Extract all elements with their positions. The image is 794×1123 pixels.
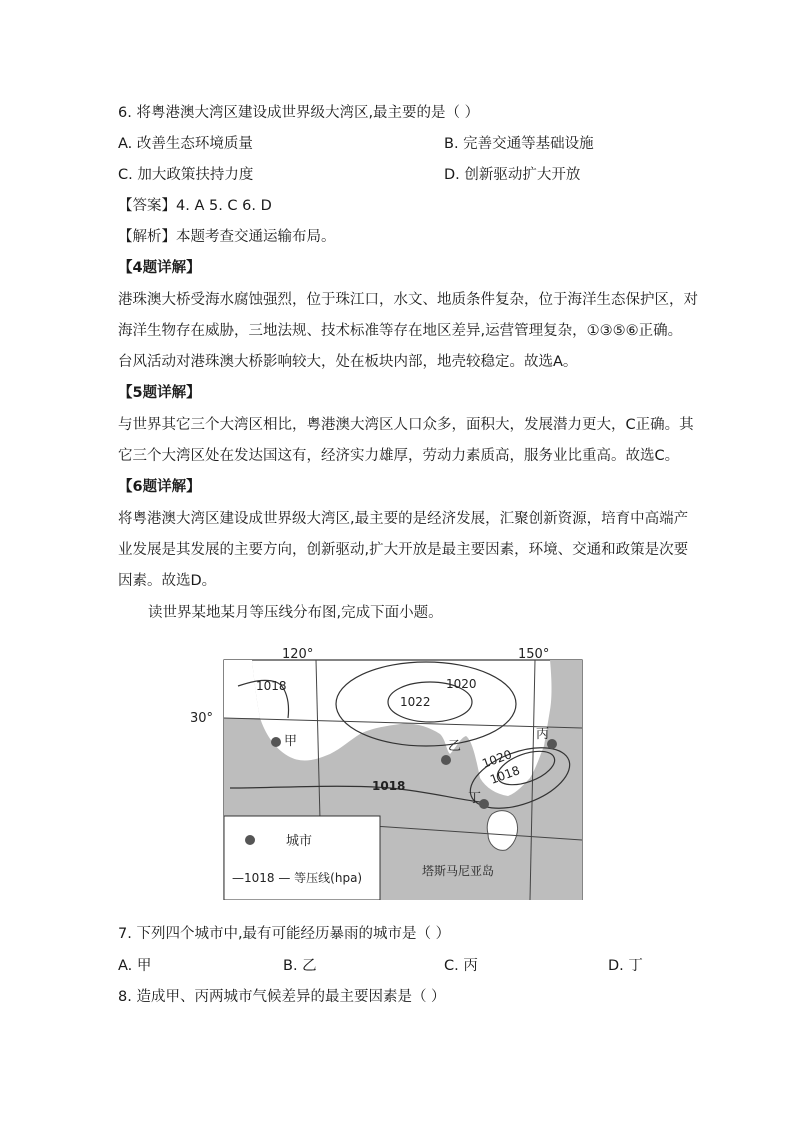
legend-city-dot [245, 835, 255, 845]
label-city-yi: 乙 [448, 739, 462, 754]
q4-detail-line: 台风活动对港珠澳大桥影响较大，处在板块内部，地壳较稳定。故选A。 [118, 354, 578, 370]
label-lat-30: 30° [190, 711, 214, 726]
answer-line: 【答案】4. A 5. C 6. D [118, 198, 272, 214]
analysis-line: 【解析】本题考查交通运输布局。 [118, 229, 336, 245]
q7-option-d: D. 丁 [608, 958, 643, 974]
city-yi-dot [441, 755, 451, 765]
label-isobar-1020: 1020 [446, 677, 477, 691]
q4-detail-line: 海洋生物存在威胁，三地法规、技术标准等存在地区差异,运营管理复杂，①③⑤⑥正确。 [118, 323, 683, 339]
legend-isobar-label: —1018 — 等压线(hpa) [232, 871, 363, 885]
label-region: 塔斯马尼亚岛 [422, 864, 495, 878]
q6-option-d: D. 创新驱动扩大开放 [444, 167, 581, 183]
city-jia-dot [271, 737, 281, 747]
legend-box [224, 816, 380, 900]
q6-option-a: A. 改善生态环境质量 [118, 136, 253, 152]
label-isobar-1018-east: 1018 [488, 763, 522, 787]
q5-detail-line: 与世界其它三个大湾区相比，粤港澳大湾区人口众多，面积大，发展潜力更大，C正确。其 [118, 417, 694, 433]
label-isobar-1022: 1022 [400, 695, 431, 709]
q4-detail-title: 【4题详解】 [118, 260, 201, 276]
q6-detail-line: 将粤港澳大湾区建设成世界级大湾区,最主要的是经济发展，汇聚创新资源，培育中高端产 [118, 511, 689, 527]
q7-stem: 7. 下列四个城市中,最有可能经历暴雨的城市是（ ） [118, 926, 451, 942]
q6-detail-line: 业发展是其发展的主要方向，创新驱动,扩大开放是最主要因素，环境、交通和政策是次要 [118, 542, 689, 558]
q7-option-c: C. 丙 [444, 958, 478, 974]
isobar-map [190, 638, 590, 900]
map-intro: 读世界某地某月等压线分布图,完成下面小题。 [148, 605, 443, 621]
label-city-bing: 丙 [536, 727, 550, 742]
q7-option-b: B. 乙 [283, 958, 317, 974]
q6-detail-title: 【6题详解】 [118, 479, 201, 495]
q6-option-c: C. 加大政策扶持力度 [118, 167, 254, 183]
q6-stem: 6. 将粤港澳大湾区建设成世界级大湾区,最主要的是（ ） [118, 105, 480, 121]
label-city-jia: 甲 [284, 734, 298, 749]
q6-option-b: B. 完善交通等基础设施 [444, 136, 594, 152]
legend-city-label: 城市 [286, 834, 313, 849]
q8-stem: 8. 造成甲、丙两城市气候差异的最主要因素是（ ） [118, 989, 446, 1005]
label-city-ding: 丁 [468, 791, 482, 806]
label-isobar-1018-south: 1018 [372, 779, 406, 793]
q7-option-a: A. 甲 [118, 958, 152, 974]
q5-detail-title: 【5题详解】 [118, 385, 201, 401]
q4-detail-line: 港珠澳大桥受海水腐蚀强烈，位于珠江口，水文、地质条件复杂，位于海洋生态保护区，对 [118, 292, 698, 308]
q6-detail-line: 因素。故选D。 [118, 573, 217, 589]
label-lon-120: 120° [282, 647, 314, 662]
label-isobar-1020-east: 1020 [480, 747, 514, 771]
label-lon-150: 150° [518, 647, 550, 662]
q5-detail-line: 它三个大湾区处在发达国这有，经济实力雄厚，劳动力素质高，服务业比重高。故选C。 [118, 448, 680, 464]
label-isobar-1018: 1018 [256, 679, 287, 693]
